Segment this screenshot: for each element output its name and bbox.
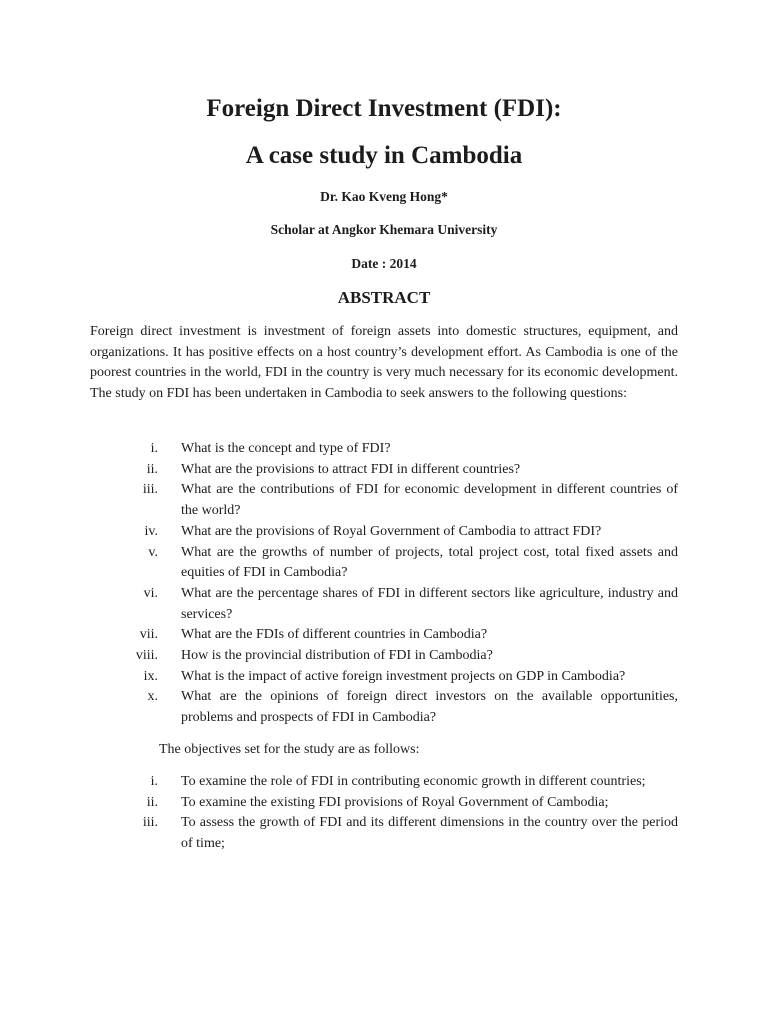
question-number: x.	[147, 689, 158, 705]
question-text: What are the growths of number of projects, total project cost, total fixed assets and equities of FDI in Cambodia?	[181, 544, 678, 581]
question-number: ix.	[143, 668, 158, 684]
question-item	[90, 480, 678, 521]
question-text: What is the impact of active foreign investment projects on GDP in Cambodia?	[181, 668, 626, 684]
objective-number: i.	[150, 774, 158, 789]
question-text: What are the contributions of FDI for economic development in different countries of the world?	[181, 482, 678, 519]
question-number: v.	[148, 544, 158, 560]
title-line-1: Foreign Direct Investment (FDI):	[206, 95, 562, 122]
question-text: What are the FDIs of different countries in Cambodia?	[181, 627, 488, 643]
question-item	[90, 439, 678, 460]
question-number: ii.	[146, 461, 158, 477]
question-text: What are the provisions of Royal Government of Cambodia to attract FDI?	[181, 523, 602, 539]
question-item	[90, 687, 678, 728]
objective-item	[90, 793, 678, 814]
question-item	[90, 460, 678, 481]
question-number: viii.	[135, 648, 158, 664]
question-text: What are the percentage shares of FDI in different sectors like agriculture, industry and services?	[181, 585, 678, 622]
question-number: vii.	[139, 627, 158, 643]
objective-item	[90, 813, 678, 854]
objective-number: iii.	[142, 815, 158, 831]
author-affiliation: Scholar at Angkor Khemara University	[270, 222, 498, 237]
question-text: What is the concept and type of FDI?	[181, 441, 391, 456]
objective-text: To examine the role of FDI in contributing economic growth in different countries;	[181, 774, 646, 789]
objectives-intro: The objectives set for the study are as follows:	[159, 742, 420, 757]
question-text: How is the provincial distribution of FDI in Cambodia?	[181, 648, 493, 664]
abstract-heading: ABSTRACT	[337, 288, 431, 307]
question-text: What are the provisions to attract FDI in different countries?	[181, 461, 521, 477]
objectives-list	[90, 772, 678, 855]
question-item	[90, 667, 678, 688]
question-text: What are the opinions of foreign direct investors on the available opportunities, problems and prospects of FDI in Cambodia?	[181, 689, 678, 726]
question-number: vi.	[143, 585, 158, 601]
publication-date: Date : 2014	[351, 256, 417, 271]
question-item	[90, 584, 678, 625]
abstract-paragraph: Foreign direct investment is investment of foreign assets into domestic structures, equipment, and organizations. It has positive effects on a host country’s development effort. As Cambodia is one of the poorest countries in the world, FDI in the country is very much necessary for its economic development. The study on FDI has been undertaken in Cambodia to seek answers to the following questions:	[90, 324, 678, 402]
objective-number: ii.	[146, 794, 158, 810]
author-name: Dr. Kao Kveng Hong*	[320, 189, 448, 204]
question-item	[90, 522, 678, 543]
question-item	[90, 543, 678, 584]
questions-list	[90, 439, 678, 729]
question-number: iii.	[142, 482, 158, 498]
title-line-2: A case study in Cambodia	[245, 142, 523, 169]
objective-text: To assess the growth of FDI and its different dimensions in the country over the period of time;	[181, 815, 678, 852]
objective-item	[90, 772, 678, 793]
question-item	[90, 646, 678, 667]
question-number: i.	[150, 441, 158, 456]
question-number: iv.	[144, 523, 158, 539]
question-item	[90, 625, 678, 646]
objective-text: To examine the existing FDI provisions of Royal Government of Cambodia;	[181, 794, 609, 810]
